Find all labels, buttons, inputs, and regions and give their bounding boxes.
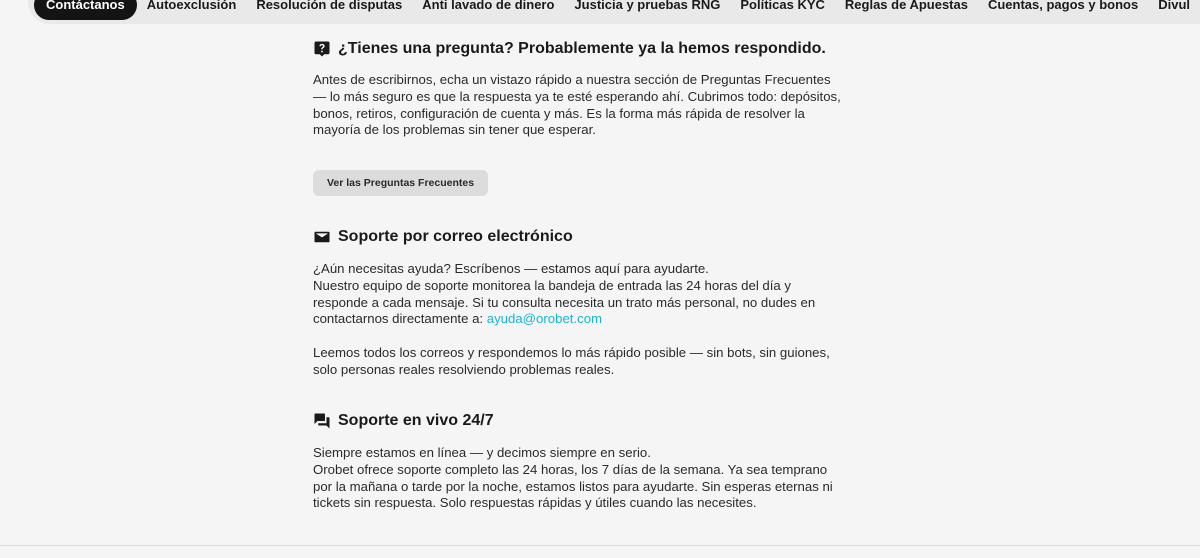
faq-line: bonos, retiros, configuración de cuenta y más. Es la forma más rápida de resolver la [313,105,805,121]
live-support-title: Soporte en vivo 24/7 [338,412,494,429]
tab-list [28,0,1200,24]
live-line: Orobet ofrece soporte completo las 24 horas, los 7 días de la semana. Ya sea temprano [313,461,828,477]
support-email-link[interactable]: ayuda@orobet.com [486,311,603,327]
tab-justicia-rng[interactable]: Justicia y pruebas RNG [574,0,721,12]
tab-cuentas-pagos[interactable]: Cuentas, pagos y bonos [987,0,1139,12]
tab-divulgacion[interactable]: Divul [1158,0,1191,12]
faq-line: mayoría de los problemas sin tener que esperar. [313,122,596,138]
live-support-heading [313,410,893,432]
tab-anti-lavado[interactable]: Anti lavado de dinero [422,0,555,12]
tab-reglas-apuestas[interactable]: Reglas de Apuestas [844,0,968,12]
email-closing-line: solo personas reales resolviendo problemas reales. [313,361,615,377]
faq-line: — lo más seguro es que la respuesta ya te esté esperando ahí. Cubrimos todo: depósitos, [313,88,841,104]
mail-icon [313,228,331,246]
faq-title: ¿Tienes una pregunta? Probablemente ya la hemos respondido. [338,40,826,57]
email-support-heading [313,226,893,248]
tab-resolucion-disputas[interactable]: Resolución de disputas [256,0,403,12]
email-closing-line: Leemos todos los correos y respondemos lo más rápido posible — sin bots, sin guiones, [313,344,830,360]
email-line: ¿Aún necesitas ayuda? Escríbenos — estamos aquí para ayudarte. [313,261,709,276]
tab-contactanos[interactable]: Contáctanos [34,0,137,20]
help-square-icon [313,40,331,58]
chat-icon [313,412,331,430]
email-line: Nuestro equipo de soporte monitorea la bandeja de entrada las 24 horas del día y [313,277,792,293]
email-support-title: Soporte por correo electrónico [338,228,573,245]
email-support-paragraph [313,261,893,328]
live-line: tickets sin respuesta. Solo respuestas rápidas y útiles cuando las necesites. [313,495,757,511]
faq-section [313,38,893,139]
live-line: por la mañana o tarde por la noche, estamos listos para ayudarte. Sin esperas eternas ni [313,478,833,494]
view-faq-button[interactable]: Ver las Preguntas Frecuentes [313,170,488,196]
policy-tab-bar [28,0,1200,24]
live-support-section [313,410,893,512]
footer-divider [0,545,1200,546]
tab-politicas-kyc[interactable]: Políticas KYC [740,0,825,12]
email-line: responde a cada mensaje. Si tu consulta necesita un trato más personal, no dudes en [313,294,816,310]
email-contact-prefix: contactarnos directamente a: [313,311,487,327]
faq-heading [313,38,893,60]
faq-line: Antes de escribirnos, echa un vistazo rápido a nuestra sección de Preguntas Frecuentes [313,72,831,87]
email-support-section [313,226,893,379]
email-closing-paragraph [313,345,893,379]
live-support-paragraph [313,445,893,512]
live-line: Siempre estamos en línea — y decimos siempre en serio. [313,445,651,460]
tab-autoexclusion[interactable]: Autoexclusión [146,0,237,12]
faq-paragraph [313,72,893,139]
